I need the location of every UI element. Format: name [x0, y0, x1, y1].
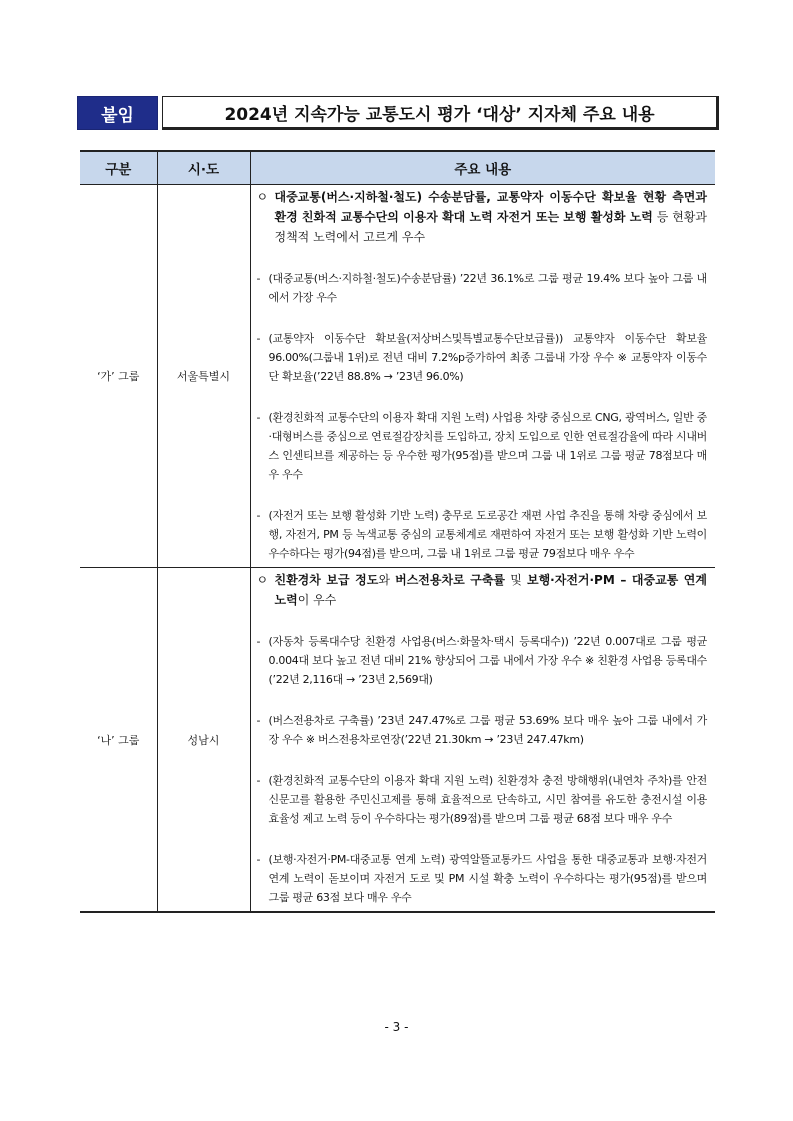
table-row [80, 185, 715, 568]
detail-item [257, 771, 708, 828]
dash-marker: - [256, 774, 261, 787]
dash-marker: - [256, 714, 261, 727]
detail-item [257, 408, 708, 484]
summary-bold: 보행·자전거·PM – 대중교통 연계 노력 [274, 573, 707, 607]
group-cell: ‘나’ 그룹 [80, 568, 157, 913]
document-header [77, 96, 719, 134]
detail-item [257, 269, 708, 307]
column-header-category: 구분 [80, 151, 157, 185]
detail-text: (대중교통(버스·지하철·철도)수송분담률) ’22년 36.1%로 그룹 평균 19.4% 보다 높아 그룹 내에서 가장 우수 [268, 272, 707, 304]
summary-text: 및 [505, 573, 527, 587]
document-title: 2024년 지속가능 교통도시 평가 ‘대상’ 지자체 주요 내용 [162, 96, 719, 130]
summary-text: 등 현황과 정책적 노력에서 고르게 우수 [274, 210, 707, 244]
summary-bold: 대중교통(버스·지하철·철도) 수송분담률, 교통약자 이동수단 확보율 현황 측면과 환경 친화적 교통수단의 이용자 확대 노력 자전거 또는 보행 활성화 노력 [274, 190, 707, 224]
summary-bullet [257, 187, 708, 247]
detail-text: (자동차 등록대수당 친환경 사업용(버스·화물차·택시 등록대수)) ’22년 0.007대로 그룹 평균 0.004대 보다 높고 전년 대비 21% 향상되어 그룹 내에서 가장 우수 ※ 친환경 사업용 등록대수(’22년 2,116대 → ’23년 2,569대) [268, 635, 707, 686]
dash-marker: - [256, 509, 261, 522]
column-header-city: 시·도 [157, 151, 250, 185]
dash-marker: - [256, 853, 261, 866]
detail-text: (자전거 또는 보행 활성화 기반 노력) 충무로 도로공간 재편 사업 추진을 통해 차량 중심에서 보행, 자전거, PM 등 녹색교통 중심의 교통체계로 재편하여 자전거 또는 보행 활성화 기반 노력이 우수하다는 평가(94점)를 받으며, 그룹 내 1위로 그룹 평균 79점보다 매우 우수 [268, 509, 707, 560]
detail-item [257, 711, 708, 749]
detail-text: (버스전용차로 구축률) ’23년 247.47%로 그룹 평균 53.69% 보다 매우 높아 그룹 내에서 가장 우수 ※ 버스전용차로연장(’22년 21.30km → ’23년 247.47km) [268, 714, 707, 746]
dash-marker: - [256, 635, 261, 648]
content-cell [250, 185, 715, 568]
dash-marker: - [256, 332, 261, 345]
page-number: - 3 - [384, 1020, 409, 1034]
group-cell: ‘가’ 그룹 [80, 185, 157, 568]
summary-bullet [257, 570, 708, 610]
summary-table [80, 150, 715, 913]
attachment-tag: 붙임 [77, 96, 158, 130]
column-header-content: 주요 내용 [250, 151, 715, 185]
detail-text: (보행·자전거·PM-대중교통 연계 노력) 광역알뜰교통카드 사업을 통한 대중교통과 보행·자전거 연계 노력이 돋보이며 자전거 도로 및 PM 시설 확충 노력이 우수하다는 평가(95점)를 받으며 그룹 평균 63점 보다 매우 우수 [268, 853, 707, 904]
city-cell: 성남시 [157, 568, 250, 913]
table-header-row [80, 151, 715, 185]
content-cell [250, 568, 715, 913]
dash-marker: - [256, 411, 261, 424]
detail-item [257, 506, 708, 563]
table-row [80, 568, 715, 913]
detail-item [257, 850, 708, 907]
summary-bold: 버스전용차로 구축률 [395, 573, 506, 587]
bullet-marker: ㅇ [256, 190, 269, 204]
summary-text: 와 [378, 573, 396, 587]
detail-item [257, 632, 708, 689]
summary-bold: 친환경차 보급 정도 [274, 573, 379, 587]
detail-item [257, 329, 708, 386]
detail-text: (교통약자 이동수단 확보율(저상버스및특별교통수단보급률)) 교통약자 이동수단 확보율 96.00%(그룹내 1위)로 전년 대비 7.2%p증가하여 최종 그룹내 가장 우수 ※ 교통약자 이동수단 확보율(’22년 88.8% → ’23년 96.0%) [268, 332, 707, 383]
detail-text: (환경친화적 교통수단의 이용자 확대 지원 노력) 사업용 차량 중심으로 CNG, 광역버스, 일반 중·대형버스를 중심으로 연료절감장치를 도입하고, 장치 도입으로 인한 연료절감율에 따라 시내버스 인센티브를 제공하는 등 우수한 평가(95점)를 받으며 그룹 내 1위로 그룹 평균 78점보다 매우 우수 [268, 411, 707, 481]
detail-text: (환경친화적 교통수단의 이용자 확대 지원 노력) 친환경차 충전 방해행위(내연차 주차)를 안전신문고를 활용한 주민신고제를 통해 효율적으로 단속하고, 시민 참여를 유도한 충전시설 이용 효율성 제고 노력 등이 우수하다는 평가(89점)를 받으며 그룹 평균 68점 보다 매우 우수 [268, 774, 707, 825]
city-cell: 서울특별시 [157, 185, 250, 568]
summary-text: 이 우수 [297, 593, 337, 607]
bullet-marker: ㅇ [256, 573, 269, 587]
dash-marker: - [256, 272, 261, 285]
